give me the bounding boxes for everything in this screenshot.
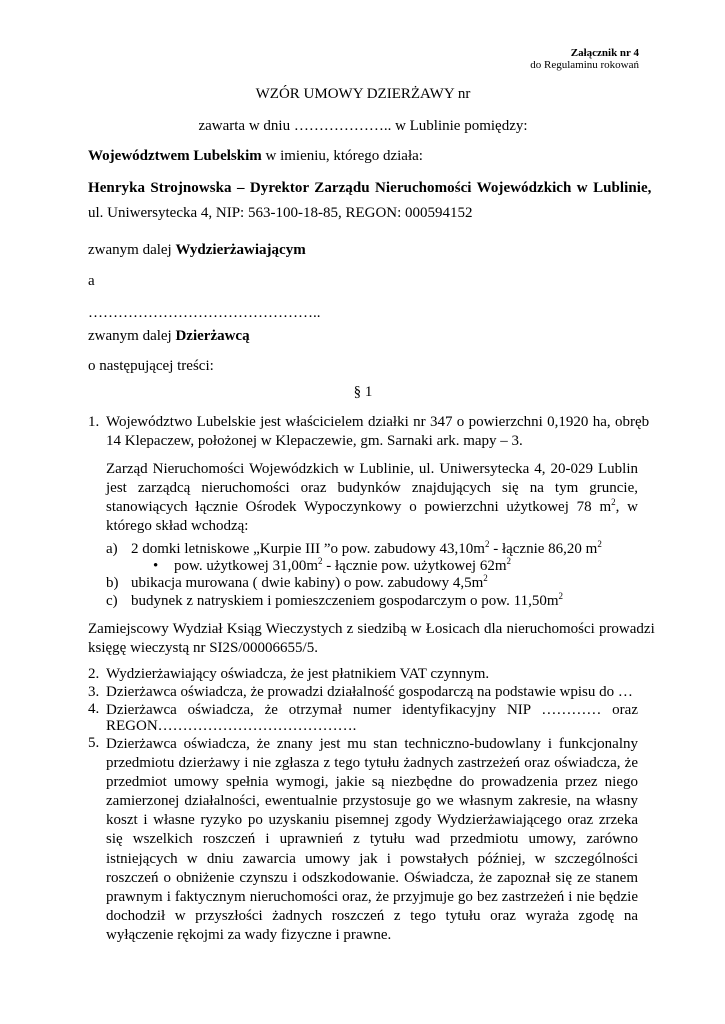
item1-a-sup2: 2 <box>597 539 602 549</box>
item1-line1: Województwo Lubelskie jest właścicielem działki nr 347 o powierzchni 0,1920 ha, obręb <box>106 414 650 430</box>
party1-name <box>88 148 423 165</box>
item4-line2: REGON…………………………………. <box>106 718 357 734</box>
concluded-line: zawarta w dniu ……………….. w Lublinie pomiędzy: <box>198 118 528 134</box>
item5-number: 5. <box>88 735 100 751</box>
party1-called-bold: Wydzierżawiającym <box>175 242 306 258</box>
item1-b-text <box>131 575 488 592</box>
item1-bullet-text2: - łącznie pow. użytkowej 62m <box>322 558 507 574</box>
item1-line2: 14 Klepaczew, położonej w Klepaczewie, gm. Sarnaki ark. mapy – 3. <box>106 433 523 449</box>
item5-text: Dzierżawca oświadcza, że znany jest mu stan techniczno-budowlany i funkcjonalny przedmiotu dzierżawy i nie zgłasza z tego tytułu żadnych zastrzeżeń oraz oświadcza, że przedmiot umowy spełnia wymogi, jakie są niezbędne do prowadzenia przez niego zamierzonej działalności, ewentualnie przystosuje go we własnym zakresie, na własny koszt i własne ryzyko po uzyskaniu pisemnej zgody Wydzierżawiającego oraz zrzeka się wszelkich roszczeń i uprawnień z tytułu wad przedmiotu umowy, zarówno istniejących w dniu zawarcia umowy jak i powstałych później, w szczególności roszczeń o obniżenie czynszu i odszkodowanie. Oświadcza, że zapoznał się ze stanem prawnym i faktycznym nieruchomości oraz, że przyjmuje go bez zastrzeżeń i nie będzie dochodził w przyszłości żadnych roszczeń z tego tytułu oraz wyraża zgodę na wyłączenie rękojmi za wady fizyczne i prawne. <box>106 736 638 943</box>
party2-called <box>88 328 250 345</box>
document-title: WZÓR UMOWY DZIERŻAWY nr <box>255 86 471 102</box>
party1-address: ul. Uniwersytecka 4, NIP: 563-100-18-85, REGON: 000594152 <box>88 205 473 221</box>
section-mark: § 1 <box>353 384 373 400</box>
item1-a-text <box>131 541 602 558</box>
item1-bullet-text <box>174 558 511 575</box>
item1-bullet-text1: pow. użytkowej 31,00m <box>174 558 319 574</box>
item1-c-text-body: budynek z natryskiem i pomieszczeniem gospodarczym o pow. 11,50m <box>131 593 559 609</box>
registry-line1: Zamiejscowy Wydział Ksiąg Wieczystych z siedzibą w Łosicach dla nieruchomości prowadzi <box>88 621 655 637</box>
item1-bullet-sup1: 2 <box>318 556 323 566</box>
party1-name-rest: w imieniu, którego działa: <box>261 148 423 164</box>
item1-b-text-body: ubikacja murowana ( dwie kabiny) o pow. zabudowy 4,5m <box>131 575 484 591</box>
item1-manager-last: w którego skład wchodzą: <box>106 499 638 534</box>
item1-a-sup1: 2 <box>484 539 490 549</box>
item1-b-sup: 2 <box>483 573 488 583</box>
attachment-number: Załącznik nr 4 <box>570 47 639 59</box>
item1-a-text1: 2 domki letniskowe „Kurpie III ”o pow. zabudowy 43,10m <box>131 541 485 557</box>
item1-b-label: b) <box>106 575 119 591</box>
item1-manager-sup: 2 <box>611 497 616 507</box>
item1-manager-paragraph <box>106 460 638 536</box>
party2-dots: ……………………………………….. <box>88 305 321 321</box>
party2-called-prefix: zwanym dalej <box>88 328 176 344</box>
bullet-icon: • <box>153 558 159 574</box>
party1-called <box>88 242 306 259</box>
item1-c-sup: 2 <box>558 591 564 601</box>
item1-manager-text: Zarząd Nieruchomości Wojewódzkich w Lublinie, ul. Uniwersytecka 4, 20-029 Lublin jest zarządcą nieruchomości oraz budynków znajdujących się na tym gruncie, stanowiących łącznie Ośrodek Wypoczynkowy o powierzchni użytkowej 78 m <box>106 461 638 515</box>
item1-manager-tail: , <box>615 499 620 515</box>
item1-bullet-sup2: 2 <box>506 556 511 566</box>
party1-representative: Henryka Strojnowska – Dyrektor Zarządu Nieruchomości Wojewódzkich w Lublinie, <box>88 180 652 196</box>
item4-number: 4. <box>88 701 100 717</box>
item1-c-label: c) <box>106 593 118 609</box>
item1-c-text <box>131 593 563 610</box>
party1-name-bold: Województwem Lubelskim <box>88 148 262 164</box>
and-connector: a <box>88 273 95 289</box>
item2-number: 2. <box>88 666 100 682</box>
item3-text: Dzierżawca oświadcza, że prowadzi działalność gospodarczą na podstawie wpisu do … <box>106 684 633 700</box>
item3-number: 3. <box>88 684 100 700</box>
party2-called-bold: Dzierżawcą <box>175 328 250 344</box>
party1-called-prefix: zwanym dalej <box>88 242 176 258</box>
item1-a-label: a) <box>106 541 118 557</box>
item1-number: 1. <box>88 414 100 430</box>
item4-line1: Dzierżawca oświadcza, że otrzymał numer identyfikacyjny NIP ………… oraz <box>106 702 638 718</box>
item2-text: Wydzierżawiający oświadcza, że jest płatnikiem VAT czynnym. <box>106 666 490 682</box>
content-intro: o następującej treści: <box>88 358 214 374</box>
registry-line2: księgę wieczystą nr SI2S/00006655/5. <box>88 640 318 656</box>
item1-a-text2: - łącznie 86,20 m <box>489 541 598 557</box>
attachment-reference: do Regulaminu rokowań <box>530 59 639 71</box>
